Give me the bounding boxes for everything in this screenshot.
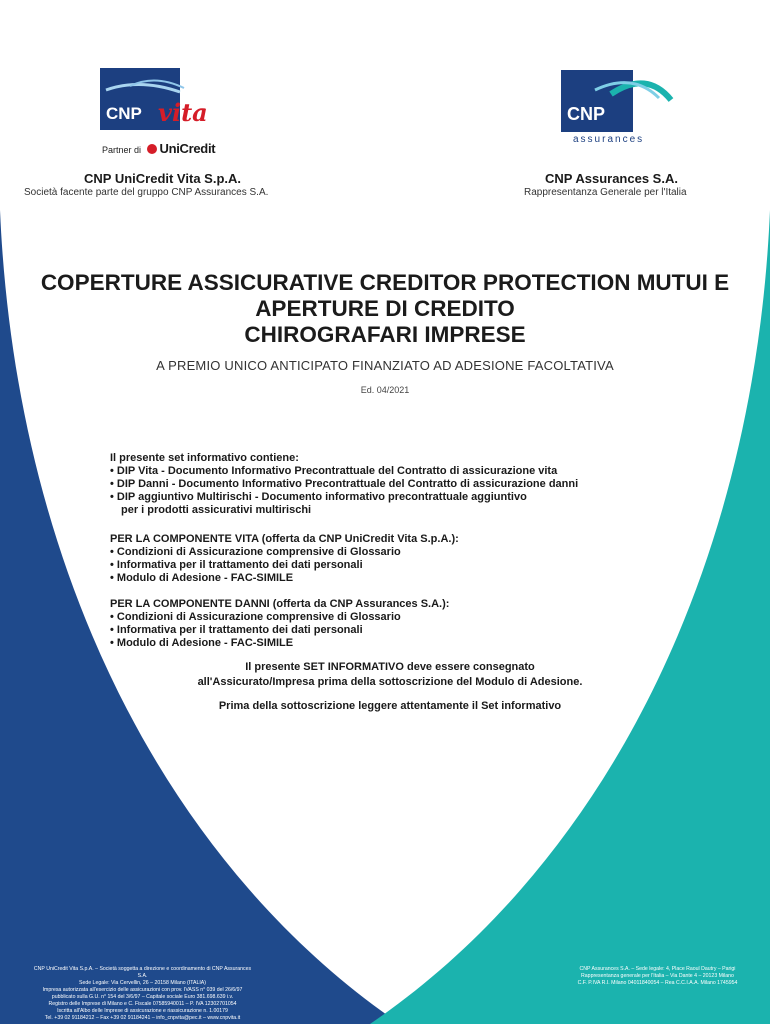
footer-line: C.F. P.IVA R.I. Milano 04011840054 – Rea C.C.I.A.A. Milano 1745954 (577, 980, 738, 986)
list-item: • DIP Vita - Documento Informativo Precontrattuale del Contratto di assicurazione vita (110, 465, 558, 477)
read-warning: Prima della sottoscrizione leggere attentamente il Set informativo (218, 700, 562, 712)
vita-script-text: vita (158, 98, 208, 127)
delivery-note-line-2: all'Assicurato/Impresa prima della sottoscrizione del Modulo di Adesione. (197, 676, 583, 688)
delivery-note (110, 660, 670, 690)
vita-section-heading: PER LA COMPONENTE VITA (offerta da CNP UniCredit Vita S.p.A.): (110, 533, 459, 545)
footer-line: Impresa autorizzata all'esercizio delle assicurazioni con prov. IVASS n° 039 del 26/6/97 (42, 987, 243, 993)
unicredit-name: UniCredit (159, 141, 216, 156)
footer-left-legal (30, 966, 255, 1022)
footer-line: CNP Assurances S.A. – Sede legale: 4, Place Raoul Dautry – Parigi (579, 966, 736, 972)
partner-line (102, 140, 215, 158)
footer-line: Registro delle Imprese di Milano e C. Fiscale 07585940011 – P. IVA 12302701054 (48, 1001, 237, 1007)
footer-right-legal (560, 966, 755, 987)
left-company-name: CNP UniCredit Vita S.p.A. (84, 171, 241, 186)
assurances-tagline: assurances (573, 134, 645, 145)
footer-line: Rappresentanza generale per l'Italia – Via Dante 4 – 20123 Milano (581, 973, 734, 979)
danni-section-heading: PER LA COMPONENTE DANNI (offerta da CNP Assurances S.A.): (110, 598, 450, 610)
cnp-assurances-brand: CNP (567, 104, 606, 124)
title-line-1: COPERTURE ASSICURATIVE CREDITOR PROTECTION MUTUI E (40, 270, 730, 295)
left-company-subtitle: Società facente parte del gruppo CNP Assurances S.A. (24, 187, 269, 198)
right-company-subtitle: Rappresentanza Generale per l'Italia (524, 187, 687, 198)
list-item: • Informativa per il trattamento dei dati personali (110, 559, 363, 571)
title-line-2: APERTURE DI CREDITO (255, 296, 515, 321)
unicredit-icon (147, 144, 157, 154)
footer-line: Iscritta all'Albo delle Imprese di assicurazione e riassicurazione n. 1.00179 (57, 1008, 228, 1014)
contents-list (110, 452, 670, 650)
footer-line: Sede Legale: Via Cervellin, 26 – 20158 Milano (ITALIA) (79, 980, 206, 986)
cnp-brand-text: CNP (106, 104, 142, 123)
partner-prefix: Partner di (102, 145, 142, 155)
document-subtitle: A PREMIO UNICO ANTICIPATO FINANZIATO AD ADESIONE FACOLTATIVA (156, 358, 614, 373)
edition-label: Ed. 04/2021 (360, 385, 410, 395)
list-item: • Informativa per il trattamento dei dati personali (110, 624, 363, 636)
list-item: • Condizioni di Assicurazione comprensive di Glossario (110, 611, 401, 623)
list-item: • DIP Danni - Documento Informativo Precontrattuale del Contratto di assicurazione danni (110, 478, 579, 490)
list-item: • Modulo di Adesione - FAC-SIMILE (110, 572, 294, 584)
list-item: per i prodotti assicurativi multirischi (121, 504, 312, 516)
title-line-3: CHIROGRAFARI IMPRESE (244, 322, 526, 347)
delivery-note-line-1: Il presente SET INFORMATIVO deve essere consegnato (245, 661, 535, 673)
list-item: • Modulo di Adesione - FAC-SIMILE (110, 637, 294, 649)
footer-line: CNP UniCredit Vita S.p.A. – Società soggetta a direzione e coordinamento di CNP Assurances S.A. (33, 966, 252, 979)
cnp-assurances-logo (555, 68, 675, 148)
right-company-name: CNP Assurances S.A. (545, 171, 678, 186)
document-title (30, 270, 740, 348)
footer-line: Tel. +39 02 91184212 – Fax +39 02 91184241 – info_cnpvita@pec.it – www.cnpvita.it (44, 1015, 241, 1021)
list-item: • Condizioni di Assicurazione comprensive di Glossario (110, 546, 401, 558)
footer-line: pubblicato sulla G.U. n° 154 del 3/6/97 – Capitale sociale Euro 381.698.639 i.v. (51, 994, 234, 1000)
list-item: • DIP aggiuntivo Multirischi - Documento informativo precontrattuale aggiuntivo (110, 491, 527, 503)
contents-intro: Il presente set informativo contiene: (110, 452, 299, 464)
cnp-vita-logo (100, 68, 230, 160)
